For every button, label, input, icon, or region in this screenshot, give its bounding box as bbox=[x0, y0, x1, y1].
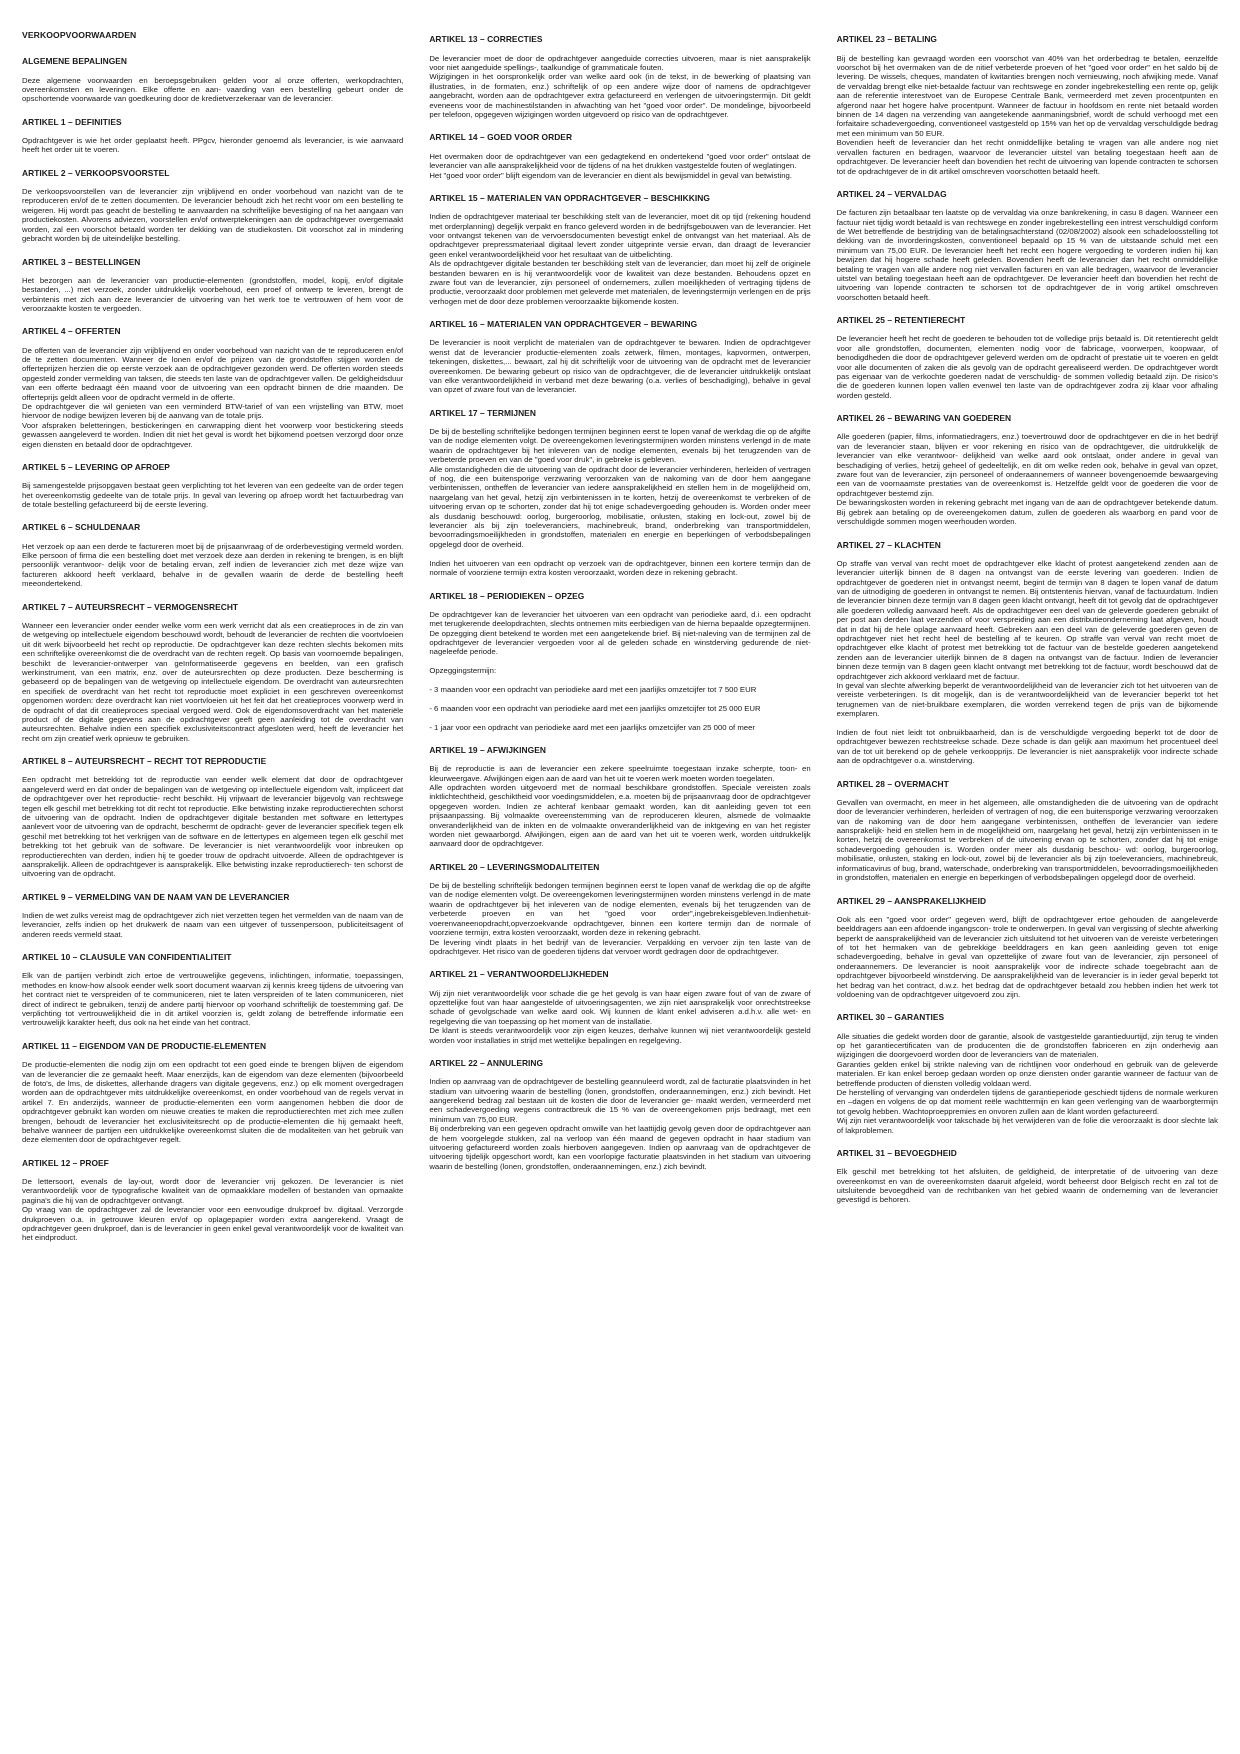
column-right bbox=[837, 34, 1218, 1746]
article-heading: ARTIKEL 23 – BETALING bbox=[836, 34, 937, 45]
article-section bbox=[22, 326, 403, 449]
article-heading: ARTIKEL 4 – OFFERTEN bbox=[22, 326, 121, 337]
article-heading: ARTIKEL 8 – AUTEURSRECHT – RECHT TOT REPRODUCTIE bbox=[22, 756, 267, 767]
article-section bbox=[429, 34, 810, 119]
article-section bbox=[837, 189, 1218, 302]
article-text: Indien op aanvraag van de opdrachtgever de bestelling geannuleerd wordt, zal de facturatie plaatsvinden in het stadium van uitvoering waarin de bestelling (lonen, grondstoffen, onderaannemingen, enz.) zich bevindt. Het aangerekend bedrag zal bestaan uit de kosten die door de leverancier ge- maakt werden, vermeerderd met een schadevergoeding wegens contractbreuk die 15 % van de overeengekomen prijs bedraagt, met een minimum van 75,00 EUR. Bij onderbreking van een gegeven opdracht omwille van het laattijdig gevolg geven door de opdrachtgever aan de hem voorgelegde stukken, zal na verloop van één maand de gegeven opdracht in haar stadium van uitvoering gefactureerd worden zoals hierboven aangegeven. Indien op aanvraag van de opdrachtgever de uitvoering tijdelijk opgeschort wordt, kan een voorlopige facturatie plaatsvinden in het stadium van uitvoering waarin de bestelling (lonen, grondstoffen, onderaannemingen, enz.) zich bevindt. bbox=[429, 1077, 811, 1171]
article-section bbox=[429, 862, 810, 956]
article-section bbox=[429, 408, 810, 578]
article-text: De bij de bestelling schriftelijk bedongen termijnen beginnen eerst te lopen vanaf de werkdag die op de afgifte van de nodige elementen volgt. De overeengekomen leveringstermijnen worden minstens verlengd in de mate waarin de opdrachtgever bij het inleveren van de nodige elementen, evenals bij het terugzenden van de verbeterde proeven en van het "goed voor order",ingebrekeisgebleven.Indienhetuit- voerenvaneenopdracht,opverzoekvande opdrachtgever, binnen een kortere termijn dan de normale of voorziene termijn, extra kosten veroorzaakt, worden deze in rekening gebracht. De levering vindt plaats in het bedrijf van de leverancier. Verpakking en vervoer zijn ten laste van de opdrachtgever. Het risico van de goederen tijdens dat vervoer wordt gedragen door de opdrachtgever. bbox=[429, 881, 811, 956]
article-heading: ARTIKEL 29 – AANSPRAKELIJKHEID bbox=[836, 895, 987, 906]
article-section bbox=[837, 315, 1218, 400]
article-heading: ARTIKEL 5 – LEVERING OP AFROEP bbox=[22, 462, 170, 473]
article-heading: ARTIKEL 22 – ANNULERING bbox=[429, 1057, 544, 1068]
article-heading: ARTIKEL 9 – VERMELDING VAN DE NAAM VAN DE LEVERANCIER bbox=[22, 891, 290, 902]
article-text: Het overmaken door de opdrachtgever van een gedagtekend en ondertekend "goed voor order" ontslaat de leverancier van alle aansprakelijkheid voor de tijdens of na het drukken vastgestelde fouten of weglatingen. Het "goed voor order" blijft eigendom van de leverancier en dient als bewijsmiddel in geval van betwisting. bbox=[429, 151, 811, 180]
article-section bbox=[837, 896, 1218, 1000]
article-section bbox=[429, 591, 810, 732]
article-text: Indien de wet zulks vereist mag de opdrachtgever zich niet verzetten tegen het vermelden van de naam van de leverancier, zelfs indien op het drukwerk de naam van een uitgever of tussenpersoon, publiciteitsagent of anderen reeds vermeld staat. bbox=[22, 911, 404, 939]
document-title: VERKOOPVOORWAARDEN bbox=[22, 30, 137, 40]
article-text: Bij de bestelling kan gevraagd worden een voorschot van 40% van het orderbedrag te betalen, eenzelfde voorschot bij het overmaken van de de nitief verbeterde proeven of het "goed voor order" en het saldo bij de levering. De wissels, cheques, mandaten of kwitanties brengen noch vernieuwing, noch afwijking mede. Vanaf de vervaldag brengt elke niet-betaalde factuur van rechtswege en zonder ingebrekestelling een rente op, gelijk aan de referentie interestvoet van de Europese Centrale Bank, vermeerderd met zeven procentpunten en afgerond naar het hogere halve procentpunt. Wanneer de factuur in hoofdsom en rente niet betaald worden binnen de 14 dagen na verzending van aangetekende aanmaningsbrief, wordt de schuld verhoogd met een forfaitaire schadevergoeding, conventioneel vastgesteld op 15% van het op de vervaldag verschuldigde bedrag met een minimum van 50 EUR. Bovendien heeft de leverancier dan het recht onmiddellijke betaling te vragen van alle andere nog niet vervallen facturen en bedragen, waarvoor de leverancier uitstel van betaling toegestaan heeft aan de opdrachtgever. De leverancier heeft dan bovendien het recht de uitvoering van lopende contracten te schorsen tot de opdrachtgever de in dit artikel omschreven voorschotten betaald heeft. bbox=[836, 53, 1218, 176]
article-heading: ARTIKEL 27 – KLACHTEN bbox=[836, 539, 941, 550]
article-section bbox=[22, 56, 403, 103]
article-heading: ARTIKEL 30 – GARANTIES bbox=[836, 1012, 945, 1023]
article-heading: ARTIKEL 14 – GOED VOOR ORDER bbox=[429, 132, 573, 143]
article-section bbox=[22, 1158, 403, 1243]
article-text: Indien de opdrachtgever materiaal ter beschikking stelt van de leverancier, moet dit op tijd (rekening houdend met orderplanning) degelijk verpakt en franco geleverd worden in de bedrijfsgebouwen van de leverancier. Het voor ontvangst tekenen van de vervoersdocumenten bevestigt enkel de ontvangst van het materiaal. Als de opdrachtgever prepressmateriaal digitaal levert zonder uitgeprinte versie ervan, dan draagt de leverancier geen enkel verantwoordelijkheid voor het resultaat van de uitbelichting. Als de opdrachtgever digitale bestanden ter beschikking stelt van de leverancier, dan moet hij zelf de originele bestanden bewaren en is hij verantwoordelijk voor de kwaliteit van deze bestanden. Behoudens opzet en zware fout van de leverancier, zijn personeel of ondernemers, zullen moeilijkheden of vertraging tijdens de productie, veroorzaakt door problemen met geleverde met materialen, de leveringstermijn verlengen en de prijs verhogen met de door deze problemen veroorzaakte bijkomende kosten. bbox=[429, 212, 811, 306]
article-heading: ARTIKEL 6 – SCHULDENAAR bbox=[22, 522, 141, 533]
article-section bbox=[837, 34, 1218, 175]
article-text: Bij samengestelde prijsopgaven bestaat geen verplichting tot het leveren van een gedeelte van de order tegen het overeenkomstig gedeelte van de totale prijs. In geval van levering op afroep wordt het factuurbedrag van de totale bestelling gefactureerd bij de eerste levering. bbox=[22, 481, 404, 510]
article-text: Elk geschil met betrekking tot het afsluiten, de geldigheid, de interpretatie of de uitvoering van deze overeenkomst en van de overeenkomsten daaruit afgeleid, wordt beheerst door Belgisch recht en zal tot de uitsluitende bevoegdheid van de rechtbanken van het gebied waarin de onderneming van de leverancier gevestigd is behoren. bbox=[836, 1167, 1218, 1205]
article-section bbox=[837, 540, 1218, 766]
article-heading: ARTIKEL 17 – TERMIJNEN bbox=[429, 407, 536, 418]
article-section bbox=[22, 756, 403, 879]
article-section bbox=[429, 1058, 810, 1171]
article-text: Het bezorgen aan de leverancier van productie-elementen (grondstoffen, model, kopij, en/of digitale bestanden, ...) met verzoek, zonder uitdrukkelijk voorbehoud, een proef of ontwerp te leveren, brengt de verbintenis met zich aan deze leverancier de uitvoering van het werk toe te vertrouwen of hem voor de veroorzaakte kosten te vergoeden. bbox=[22, 275, 404, 313]
article-heading: ARTIKEL 28 – OVERMACHT bbox=[836, 778, 949, 789]
article-section bbox=[22, 168, 403, 244]
article-heading: ARTIKEL 11 – EIGENDOM VAN DE PRODUCTIE-ELEMENTEN bbox=[22, 1040, 267, 1051]
article-heading: ARTIKEL 2 – VERKOOPSVOORSTEL bbox=[22, 167, 170, 178]
article-text: Gevallen van overmacht, en meer in het algemeen, alle omstandigheden die de uitvoering van de opdracht door de leverancier verhinderen, herleiden of vertragen of nog, die een buitensporige verzwaring veroorzaken van de nakoming van de door hem aangegane verbintenissen, ontheffen de leverancier van iedere aansprakelijk- heid en stellen hem in de mogelijkheid om, naargelang het geval, hetzij zijn verbintenissen in te korten, hetzij de overeenkomst te verbreken of de uitvoering ervan op te schorten, zonder dat hij tot enige schadevergoeding gehouden is. Worden onder meer als dusdanig beschou- wd: oorlog, burgeroorlog, mobilisatie, onlusten, staking en lock-out, zowel bij de leverancier als bij zijn toeleveranciers, machinebreuk, informaticavirus of bug, brand, waterschade, onderbreking van transportmiddelen, bevoorradingsmoeilijkheden in grondstoffen, materialen en energie en beperkingen of verbodsbepalingen opgelegd door de overheid. bbox=[836, 797, 1218, 883]
article-section bbox=[837, 779, 1218, 883]
article-heading: ARTIKEL 7 – AUTEURSRECHT – VERMOGENSRECHT bbox=[22, 601, 239, 612]
article-heading: ARTIKEL 13 – CORRECTIES bbox=[429, 34, 543, 45]
article-text: Een opdracht met betrekking tot de reproductie van eender welk element dat door de opdrachtgever aangeleverd werd en dat onder de bepalingen van de wetgeving op intellectuele eigendom valt, impliceert dat de opdrachtgever over het reproductie- recht beschikt. Hij vrijwaart de leverancier bijgevolg van rechtswege tegen elk geschil met betrekking tot dit recht tot reproductie. Elke betwisting inzake reproductierechten schorst de uitvoering van de opdracht. Indien de opdrachtgever digitale bestanden met software en lettertypes aanlevert voor de uitvoering van de opdracht, beschermt de opdracht- gever de leverancier specifiek tegen elk geschil met betrekking tot het verkrijgen van de software en de lettertypes en algemeen tegen elk geschil met betrekking tot het gebruik van de software. De leverancier is niet verantwoordelijk voor inbreuken op reproductierechten van derden, indien hij te goeder trouw de opdracht uitvoerde. Alleen de opdrachtgever is aansprakelijk. Alleen de opdrachtgever is aansprakelijk. Elke betwisting inzake reproductierech- ten schorst de uitvoering van de opdracht. bbox=[22, 775, 404, 879]
article-text: Deze algemene voorwaarden en beroepsgebruiken gelden voor al onze offerten, werkopdrachten, overeenkomsten en leveringen. Elke offerte en aan- vaarding van een bestelling gebeurt onder de opschortende voorwaarde van goedkeuring door de kredietverzekeraar van de leverancier. bbox=[22, 75, 404, 104]
article-heading: ARTIKEL 10 – CLAUSULE VAN CONFIDENTIALITEIT bbox=[22, 952, 232, 963]
article-text: De leverancier is nooit verplicht de materialen van de opdrachtgever te bewaren. Indien de opdrachtgever wenst dat de leverancier productie-elementen zoals zetwerk, filmen, montages, kapvormen, ontwerpen, tekeningen, diskettes,... bewaart, zal hij dit schriftelijk voor de uitvoering van de opdracht met de leverancier overeenkomen. De bewaring gebeurt op risico van de opdrachtgever, die de leverancier uitdrukkelijk ontslaat van elke verantwoordelijkheid in verband met deze bewaring (o.a. verlies of beschadiging), behalve in geval van opzet of zware fout van de leverancier. bbox=[429, 338, 811, 395]
column-middle bbox=[429, 34, 810, 1746]
article-heading: ARTIKEL 21 – VERANTWOORDELIJKHEDEN bbox=[429, 969, 609, 980]
article-text: De offerten van de leverancier zijn vrijblijvend en onder voorbehoud van nazicht van de te reproduceren en/of de te zetten documenten. Wanneer de lonen en/of de prijzen van de grondstoffen stijgen worden de offerteprijzen herzien die op eerste verzoek aan de opdrachtgever gezonden werd. De offerten worden steeds opgesteld zonder vermelding van taksen, die steeds ten laste van de opdrachtgever vallen. De geldigheidsduur van een offerte bedraagt één maand voor de uitvoering van een opdracht binnen de drie maanden. De offerteprijs geldt alleen voor de opdracht vermeld in de offerte. De opdrachtgever die wil genieten van een verminderd BTW-tarief of van een vrijstelling van BTW, moet hiervoor de nodige bewijzen leveren bij de aanvang van de totale prijs. Voor afspraken beletteringen, bestickeringen en carwrapping dient het voorwerp voor bestickering steeds gewassen aangeleverd te worden. Indien dit niet het geval is wordt het bijkomend poetsen verzorgd door onze eigen diensten en betaald door de opdrachtgever. bbox=[22, 345, 404, 449]
article-text: Op straffe van verval van recht moet de opdrachtgever elke klacht of protest aangetekend zenden aan de leverancier uiterlijk binnen de 8 dagen na ontvangst van de eerste levering van goederen. Indien de opdrachtgever de goederen niet in ontvangst neemt, begint de termijn van 8 dagen te lopen vanaf de datum van de uitnodiging de goederen in ontvangst te nemen. Bij ontstentenis hiervan, vanaf de factuurdatum. Indien de leverancier binnen deze termijn van 8 dagen geen klacht ontvangt, heeft dit tot gevolg dat de opdrachtgever alle goederen volledig aanvaard heeft. Als de opdrachtgever een deel van de geleverde goederen gebruikt of per post aan derden laat verzenden of voor verspreiding aan een distributieonderneming laat afgeven, houdt dat in dat hij de hele oplage aanvaard heeft. Gebreken aan een deel van de geleverde goederen geven de opdrachtgever niet het recht heel de bestelling af te keuren. Op straffe van verval van recht moet de opdrachtgever elke klacht of protest met betrekking tot de factuur van de bestelde goederen aangetekend zenden aan de leverancier uiterlijk binnen de 8 dagen na ontvangst van de factuur. Indien de leverancier binnen deze termijn van 8 dagen geen klacht ontvangt met betrekking tot de factuur, wordt beschouwd dat de opdrachtgever zich akkoord verklaard met de factuur. In geval van slechte afwerking beperkt de verantwoordelijkheid van de leverancier zich tot het uitvoeren van de vereiste verbeteringen. Is dit mogelijk, dan is de verantwoordelijkheid van de leverancier beperkt tot het terugnemen van de niet-bruikbare exemplaren, die worden verrekend tegen de prijs van de bijkomende exemplaren. Indien de fout niet leidt tot onbruikbaarheid, dan is de verschuldigde vergoeding beperkt tot de door de opdrachtgever bewezen rechtstreekse schade. Deze schade is dan gelijk aan maximum het procentueel deel van de tot uit berekend op de gehele verkoopprijs. De leverancier is niet aansprakelijk voor indirecte schade aan de opdrachtgever o.a. winstderving. bbox=[836, 558, 1218, 766]
article-section bbox=[837, 1012, 1218, 1135]
article-heading: ARTIKEL 31 – BEVOEGDHEID bbox=[836, 1148, 957, 1159]
article-text: De lettersoort, evenals de lay-out, wordt door de leverancier vrij gekozen. De leverancier is niet verantwoordelijk voor de typografische kwaliteit van de opmaakklare modellen of bestanden van opmaakte pagina's die hij van de opdrachtgever ontvangt. Op vraag van de opdrachtgever zal de leverancier voor een eenvoudige drukproef bv. digitaal. Verzorgde drukproeven o.a. in getrouwe kleuren en/of op oplagepapier worden extra aangerekend. Vraagt de opdrachtgever geen drukproef, dan is de leverancier in geen enkel geval verantwoordelijk voor de kwaliteit van het eindproduct. bbox=[22, 1176, 404, 1243]
article-section bbox=[22, 952, 403, 1028]
article-heading: ARTIKEL 24 – VERVALDAG bbox=[836, 188, 947, 199]
article-heading: ARTIKEL 15 – MATERIALEN VAN OPDRACHTGEVER – BESCHIKKING bbox=[429, 192, 710, 203]
article-text: De bij de bestelling schriftelijke bedongen termijnen beginnen eerst te lopen vanaf de werkdag die op de afgifte van de nodige elementen volgt. De overeengekomen leveringstermijnen worden minstens verlengd in de mate waarin de opdrachtgever bij het inleveren van de nodige elementen, evenals bij het terugzenden van de verbeterde proeven en van de "goed voor druk", in gebreke is gebleven. Alle omstandigheden die de uitvoering van de opdracht door de leverancier verhinderen, herleiden of vertragen of nog, die een buitensporige verzwaring veroorzaken van de nakoming van de door hem aangegane verbintenissen, ontheffen de leverancier van iedere aansprakelijkheid en stellen hem in de mogelijkheid om, naargelang van het geval, hetzij zijn verbintenissen in te korten, hetzij de overeenkomst te verbreken of de uitvoering ervan op te schorten, zonder dat hij tot enige schadevergoeding gehouden is. Worden onder meer als dusdanig beschouwd: oorlog, burgeroorlog, mobilisatie, onlusten, staking en lock-out, zowel bij de leverancier als bij zijn toeleveranciers, machinebreuk, brand, onderbreking van transportmiddelen, bevoorradingsmoeilijkheden in grondstoffen, materialen en energie en beperkingen of verbodsbepalingen opgelegd door de overheid. Indien het uitvoeren van een opdracht op verzoek van de opdrachtgever, binnen een kortere termijn dan de normale of voorziene termijn extra kosten veroorzaakt, worden deze in rekening gebracht. bbox=[429, 427, 811, 578]
article-text: Alle goederen (papier, films, informatiedragers, enz.) toevertrouwd door de opdrachtgever en die in het bedrijf van de leverancier staan, blijven er voor rekening en risico van de opdrachtgever, die uitdrukkelijk de leverancier van elke verantwoor- delijkheid van welke aard ook ontslaat, onder andere in geval van beschadiging of verlies, hetzij geheel of gedeeltelijk, en dit om welke reden ook, behalve in geval van opzet, zware fout van de leverancier, zijn personeel of onderaannemers of wanneer bovengenoemde bewaargeving een van de voornaamste prestaties van de overeenkomst is. Hetzelfde geldt voor de goederen die voor de opdrachtgever bestemd zijn. De bewaringskosten worden in rekening gebracht met ingang van de aan de opdrachtgever betekende datum. Bij gebrek aan betaling op de overeengekomen datum, zullen de goederen als waarborg en pand voor de verschuldigde sommen mogen weerhouden worden. bbox=[836, 432, 1218, 527]
article-text: De verkoopsvoorstellen van de leverancier zijn vrijblijvend en onder voorbehoud van nazicht van de te reproduceren en/of de te zetten documenten. De leverancier behoudt zich het recht voor om een bestelling te weigeren. Hij wordt pas geacht de bestelling te aanvaarden na schriftelijke bevestiging of na het aangaan van productiekosten. Alvorens adviezen, voorstellen en/of ontwerptekeningen aan de opdrachtgever overgemaakt worden, zal een voorschot betaald worden ter dekking van de studiekosten. Dit voorschot zal in mindering gebracht worden bij de uiteindelijke bestelling. bbox=[22, 187, 404, 244]
article-text: Bij de reproductie is aan de leverancier een zekere speelruimte toegestaan inzake scherpte, toon- en kleurweergave. Afwijkingen eigen aan de aard van het uit te voeren werk moeten worden toegelaten. Alle opdrachten worden uitgevoerd met de normaal beschikbare grondstoffen. Speciale vereisten zoals inktlichtechtheid, geschiktheid voor voedingsmiddelen, e.a. moeten bij de prijsaanvraag door de opdrachtgever opgegeven worden. Indien ze achteraf kenbaar gemaakt worden, kan dit aanleiding geven tot een prijsaanpassing. Bij volmaakte overeenstemming van de reproduceren kleuren, alsmede de volmaakte onveranderlijkheid van de inkten en de volmaakte onveranderlijkheid van de inktgeving en van het register worden niet gewaarborgd. Afwijkingen, eigen aan de aard van het uit te voeren werk, worden uitdrukkelijk aanvaard door de opdrachtgever. bbox=[429, 764, 811, 849]
article-text: Wanneer een leverancier onder eender welke vorm een werk verricht dat als een creatieproces in de zin van de wetgeving op intellectuele eigendom beschouwd wordt, behoudt de leverancier de rechten die voortvloeien uit dit werk bijvoorbeeld het recht op reproductie. De opdrachtgever kan deze rechten slechts bekomen mits een schriftelijke overeenkomst die de overdracht van de rechten regelt. Op basis van voornoemde bepalingen, beschikt de leverancier-ontwerper van geïnformatiseerde gegevens en beelden, van een grafisch werkinstrument, van een matrix, enz. over de auteursrechten op deze producten. Deze bescherming is gebaseerd op de bepalingen van de wetgeving op intellectuele eigendom. De overdracht van auteursrechten en specifiek de overdracht van het recht tot reproductie moet expliciet in een geschreven overeenkomst opgenomen worden: deze overdracht kan niet voortvloeien uit het feit dat het creatieproces voorwerp werd in de opdracht of dat dit creatieproces speciaal vergoed werd. Ook de eigendomsoverdracht van het materiële product of de digitale gegevens aan de opdrachtgever geeft geen aanleiding tot de overdracht van auteursrechten. Behalve indien een specifiek exclusiviteitscontract afgesloten werd, heeft de leverancier het recht om zijn creatief werk opnieuw te gebruiken. bbox=[22, 620, 404, 743]
article-text: Het verzoek op aan een derde te factureren moet bij de prijsaanvraag of de orderbevestiging vermeld worden. Elke persoon of firma die een bestelling doet met verzoek deze aan derden in rekening te brengen, is en blijft persoonlijk verantwoor- delijk voor de betaling ervan, zelf indien de leverancier zich met deze wijze van factureren akkoord heeft verklaard, behalve in de gevallen waarin de derde de bestelling heeft meeondertekend. bbox=[22, 541, 404, 589]
article-heading: ARTIKEL 19 – AFWIJKINGEN bbox=[429, 745, 546, 755]
article-heading: ARTIKEL 18 – PERIODIEKEN – OPZEG bbox=[429, 590, 585, 601]
article-section bbox=[837, 1148, 1218, 1205]
article-text: De leverancier heeft het recht de goederen te behouden tot de volledige prijs betaald is. Dit retentierecht geldt voor alle grondstoffen, documenten, elementen nodig voor de fabricage, voorwerpen, koopwaar, of benodigdheden die door de opdrachtgever geleverd werden om de opdracht of prestatie uit te voeren en geldt voor alle documenten of zaken die als gevolg van de opdracht gerealiseerd werden. De opdrachtgever wordt pas eigenaar van de verkochte goederen nadat de verschuldig- de sommen volledig betaald zijn. De risico's die de goederen kunnen lopen vallen evenwel ten laste van de opdrachtgever zodra zij klaar voor afhaling worden gesteld. bbox=[836, 334, 1218, 400]
article-heading: ARTIKEL 3 – BESTELLINGEN bbox=[22, 256, 141, 267]
article-heading: ARTIKEL 20 – LEVERINGSMODALITEITEN bbox=[429, 861, 600, 872]
article-section bbox=[22, 522, 403, 588]
column-left bbox=[22, 56, 403, 1746]
article-heading: ARTIKEL 25 – RETENTIERECHT bbox=[836, 315, 966, 326]
article-text: De opdrachtgever kan de leverancier het uitvoeren van een opdracht van periodieke aard, d.i. een opdracht met terugkerende deelopdrachten, slechts ontnemen mits eerbiedigen van de hierna bepaalde opzegtermijnen. De opzegging dient betekend te worden met een aangetekende brief. Bij niet-naleving van de termijnen zal de opdrachtgever de leverancier vergoeden voor al de geleden schade en winstderving gedurende de niet-nageleefde periode. Opzeggingstermijn: - 3 maanden voor een opdracht van periodieke aard met een jaarlijks omzetcijfer tot 7 500 EUR - 6 maanden voor een opdracht van periodieke aard met een jaarlijks omzetcijfer tot 25 000 EUR - 1 jaar voor een opdracht van periodieke aard met een jaarlijks omzetcijfer van 25 000 of meer bbox=[429, 609, 811, 732]
article-section bbox=[22, 257, 403, 314]
article-text: Alle situaties die gedekt worden door de garantie, alsook de vastgestelde garantieduurtijd, zijn terug te vinden op het garantiecertificaten van de producenten die de grondstoffen fabriceren en zijn onderhevig aan wijzigingen die doorgevoerd worden door de leveranciers van de materialen. Garanties gelden enkel bij strikte naleving van de richtlijnen voor onderhoud en gebruik van de geleverde materialen. Er kan enkel beroep gedaan worden op onze diensten onder garantie wanneer de factuur van de betreffende producten of diensten volledig voldaan werd. De herstelling of vervanging van onderdelen tijdens de garantieperiode geschiedt tijdens de normale werkuren en –dagen en volgens de op dat moment reële wachttermijn en kan geen verlenging van de waarborgtermijn tot gevolg hebben. Wachtoproeppremies en onvoren zullen aan de klant worden gefactureerd. Wij zijn niet verantwoordelijk voor takschade bij het verwijderen van de folie die veroorzaakt is door slechte lak of lakproblemen. bbox=[836, 1031, 1218, 1135]
article-text: Ook als een "goed voor order" gegeven werd, blijft de opdrachtgever ertoe gehouden de aangeleverde beelddragers aan een afdoende ingangscon- trole te onderwerpen. In geval van vergissing of slechte afwerking beperkt de aansprakelijkheid van de leverancier zich uitsluitend tot het uitvoeren van de vereiste verbeteringen of tot het hermaken van de gebrekkige beelddragers en kan geen aanleiding geven tot enige schadevergoeding, behalve in geval van opzettelijke of zware fout van de leverancier, zijn personeel of onderaannemers. De leverancier is nooit aansprakelijk voor de indirecte schade toegebracht aan de opdrachtgever bijvoorbeeld winstderving. De aansprakelijkheid van de leverancier is in ieder geval beperkt tot het bedrag van het contract, d.w.z. het bedrag dat de opdrachtgever betaald zou hebben indien het werk tot voldoening van de opdrachtgever uitgevoerd zou zijn. bbox=[836, 914, 1218, 999]
article-heading: ARTIKEL 12 – PROEF bbox=[22, 1157, 109, 1168]
article-text: De leverancier moet de door de opdrachtgever aangeduide correcties uitvoeren, maar is niet aansprakelijk voor niet aangeduide spellings-, taalkundige of grammaticale fouten. Wijzigingen in het oorspronkelijk order van welke aard ook (in de tekst, in de bewerking of plaatsing van illustraties, in de formaten, enz.) schriftelijk of op een andere wijze door of namens de opdrachtgever aangebracht, worden aan de opdrachtgever extra gefactureerd en verlengen de uitvoeringstermijn. Dit geldt eveneens voor de machinestilstanden in afwachting van het "goed voor order". De mondelinge, bijvoorbeeld per telefoon, opgegeven wijzigingen worden uitgevoerd op risico van de opdrachtgever. bbox=[429, 53, 811, 120]
article-section bbox=[22, 462, 403, 509]
article-heading: ARTIKEL 16 – MATERIALEN VAN OPDRACHTGEVER – BEWARING bbox=[429, 319, 698, 330]
article-heading: ARTIKEL 26 – BEWARING VAN GOEDEREN bbox=[836, 413, 1012, 424]
article-text: Elk van de partijen verbindt zich ertoe de vertrouwelijke gegevens, inlichtingen, informatie, toepassingen, methodes en know-how alsook eender welk soort document waarvan zij kennis kreeg tijdens de uitvoering van het contract niet te verspreiden of te communiceren, niet te laten verspreiden of te laten communiceren, niet direct of indirect te gebruiken, tenzij de andere partij hiervoor op voorhand schriftelijk de toestemming gaf. De verplichting tot vertrouwelijkheid die in dit artikel voorzien is, geldt zolang de betreffende informatie een vertrouwelijk karakter heeft, dus ook na het einde van het contract. bbox=[22, 971, 404, 1028]
article-heading: ARTIKEL 1 – DEFINITIES bbox=[22, 116, 122, 127]
article-section bbox=[429, 132, 810, 179]
article-section bbox=[22, 892, 403, 939]
article-text: De facturen zijn betaalbaar ten laatste op de vervaldag via onze bankrekening, in casu 8 dagen. Wanneer een factuur niet tijdig wordt betaald is van rechtswege en zonder ingebrekestelling een intrest verschuldigd conform de Wet betreffende de bestrijding van de betalingsachterstand (02/08/2002) alsook een schadeloosstelling tot dekking van de invorderingskosten, conventioneel bepaald op 15 % van de uitstaande schuld met een minimum van 75,00 EUR. De leverancier heeft het recht een hogere vergoeding te vorderen indien hij kan bewijzen dat hij hogere schade heeft geleden. Bovendien heeft de leverancier dan het recht onmiddellijke betaling te vragen van alle andere nog niet vervallen facturen en van alle bedragen, waarvoor de leverancier uitstel van betaling toegestaan heeft aan de opdrachtgever. De leverancier heeft dan bovendien het recht de uitvoering van lopende contracten te schorsen tot de opdrachtgever de in vorig artikel omschreven voorschotten betaald heeft. bbox=[836, 208, 1218, 302]
article-section bbox=[22, 117, 403, 155]
article-section bbox=[429, 969, 810, 1045]
article-section bbox=[837, 413, 1218, 526]
article-heading: ALGEMENE BEPALINGEN bbox=[22, 56, 128, 67]
article-section bbox=[22, 602, 403, 743]
article-section bbox=[22, 1041, 403, 1145]
article-text: De productie-elementen die nodig zijn om een opdracht tot een goed einde te brengen blijven de eigendom van de leverancier die ze gemaakt heeft. Maar enerzijds, kan de eigendom van deze elementen (bijvoorbeeld de foto's, de lms, de diskettes, allerhande dragers van digitale gegevens, enz.) op elk moment overgedragen worden aan de opdrachtgever mits uitdrukkelijke overeenkomst, en onder voorbehoud van de regels vervat in artikel 7. En anderzijds, wanneer de productie-elementen een vorm aangenomen hebben die door de opdrachtgever gebruikt kan worden om nieuwe creaties te maken die reproductierechten met zich mee zullen brengen, behoudt de leverancier het exclusiviteitsrecht op de productie-elementen die hij gemaakt heeft, behalve wanneer de partijen een uitdrukkelijke overeenkomst sluiten die de modaliteiten van het gebruik van deze elementen door de opdrachtgever regelt. bbox=[22, 1060, 404, 1145]
article-text: Opdrachtgever is wie het order geplaatst heeft. PPgcv, hieronder genoemd als leverancier, is wie aanvaard heeft het order uit te voeren. bbox=[22, 136, 404, 155]
article-section bbox=[429, 319, 810, 395]
article-text: Wij zijn niet verantwoordelijk voor schade die ge het gevolg is van haar eigen zware fout of van de zware of opzettelijke fout van haar aangestelde of uitvoeringsagenten, we zijn niet aansprakelijk voor onrechtstreekse schade of gevolgschade van welke aard ook. Wij kunnen de klant enkel adviseren a.d.h.v. alle wet- en regelgeving die van toepassing op het moment van de installatie. De klant is steeds verantwoordelijk voor zijn eigen keuzes, derhalve kunnen wij niet verantwoordelijk gesteld worden voor installaties in strijd met wettelijke bepalingen en regelgeving. bbox=[429, 988, 811, 1045]
article-section bbox=[429, 193, 810, 306]
article-section bbox=[429, 745, 810, 849]
